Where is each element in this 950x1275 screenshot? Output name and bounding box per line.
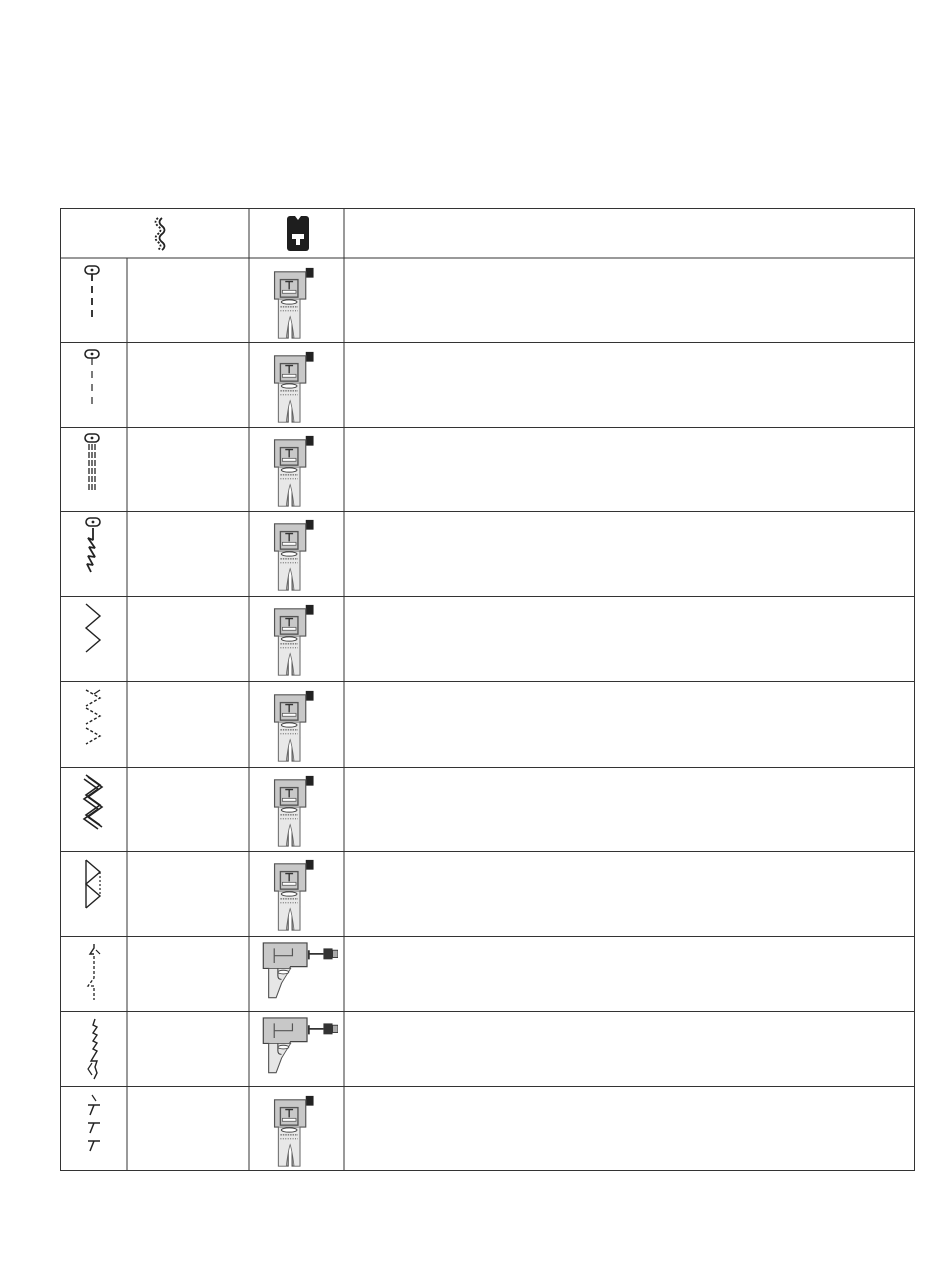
stitch-pattern-icon bbox=[156, 218, 165, 250]
zigzag-foot-icon bbox=[275, 1096, 314, 1166]
three-step-zigzag-icon bbox=[86, 690, 100, 744]
zigzag-foot-icon bbox=[275, 520, 314, 590]
blind-hem-foot-icon bbox=[263, 1018, 338, 1073]
straight-stitch-left-icon bbox=[85, 266, 99, 321]
triple-straight-stitch-icon bbox=[85, 434, 99, 490]
blind-hem-stitch-icon bbox=[88, 944, 100, 1000]
triple-zigzag-icon bbox=[84, 775, 102, 829]
zigzag-foot-icon bbox=[275, 691, 314, 761]
zigzag-foot-icon bbox=[275, 352, 314, 422]
overlock-triangle-stitch-icon bbox=[86, 860, 100, 908]
zigzag-foot-icon bbox=[275, 268, 314, 338]
feather-stitch-icon bbox=[88, 1095, 100, 1151]
presser-foot-icon bbox=[287, 216, 309, 251]
zigzag-foot-icon bbox=[275, 776, 314, 846]
zigzag-foot-icon bbox=[275, 436, 314, 506]
zigzag-foot-icon bbox=[275, 860, 314, 930]
zigzag-foot-icon bbox=[275, 605, 314, 675]
blind-hem-foot-icon bbox=[263, 943, 338, 998]
stitch-table bbox=[60, 208, 915, 1171]
zigzag-stitch-icon bbox=[86, 604, 100, 652]
table-border bbox=[61, 209, 915, 1171]
stretch-blind-hem-icon bbox=[88, 1019, 97, 1079]
basting-stitch-icon bbox=[85, 350, 99, 405]
stem-stitch-icon bbox=[86, 518, 100, 572]
